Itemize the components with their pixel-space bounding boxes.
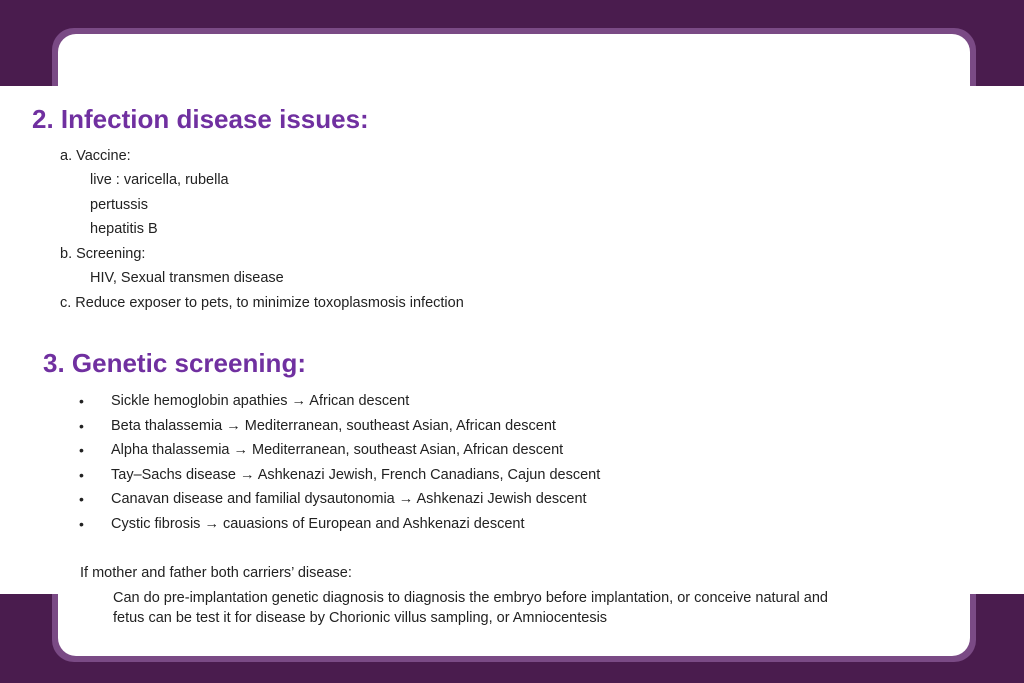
carriers-text-line: fetus can be test it for disease by Chorionic villus sampling, or Amniocentesis xyxy=(113,610,608,626)
genetic-item: Cystic fibrosis → cauasions of European and Ashkenazi descent xyxy=(111,516,525,532)
screening-label: b. Screening: xyxy=(60,246,146,262)
genetic-item: Beta thalassemia → Mediterranean, southeast Asian, African descent xyxy=(111,418,556,434)
section-2-title: 2. Infection disease issues: xyxy=(32,104,369,134)
vaccine-label: a. Vaccine: xyxy=(60,148,131,164)
genetic-item: Tay–Sachs disease → Ashkenazi Jewish, French Canadians, Cajun descent xyxy=(111,467,601,483)
vaccine-item: hepatitis B xyxy=(90,221,158,237)
pets-note: c. Reduce exposer to pets, to minimize toxoplasmosis infection xyxy=(60,295,464,311)
vaccine-item: pertussis xyxy=(90,197,149,213)
genetic-item: Sickle hemoglobin apathies → African descent xyxy=(111,393,410,409)
bullet-dot: • xyxy=(79,418,84,434)
bullet-dot: • xyxy=(79,393,84,409)
genetic-item: Canavan disease and familial dysautonomia → Ashkenazi Jewish descent xyxy=(111,491,587,507)
carriers-text-line: Can do pre-implantation genetic diagnosis to diagnosis the embryo before implantation, or conceive natural and xyxy=(113,590,828,606)
carriers-label: If mother and father both carriers’ disease: xyxy=(80,565,352,581)
section-3-title: 3. Genetic screening: xyxy=(43,348,306,378)
bullet-dot: • xyxy=(79,442,84,458)
vaccine-item: live : varicella, rubella xyxy=(90,172,229,188)
genetic-item: Alpha thalassemia → Mediterranean, southeast Asian, African descent xyxy=(111,442,564,458)
bullet-dot: • xyxy=(79,516,84,532)
bullet-dot: • xyxy=(79,491,84,507)
bullet-dot: • xyxy=(79,467,84,483)
screening-item: HIV, Sexual transmen disease xyxy=(90,270,284,286)
